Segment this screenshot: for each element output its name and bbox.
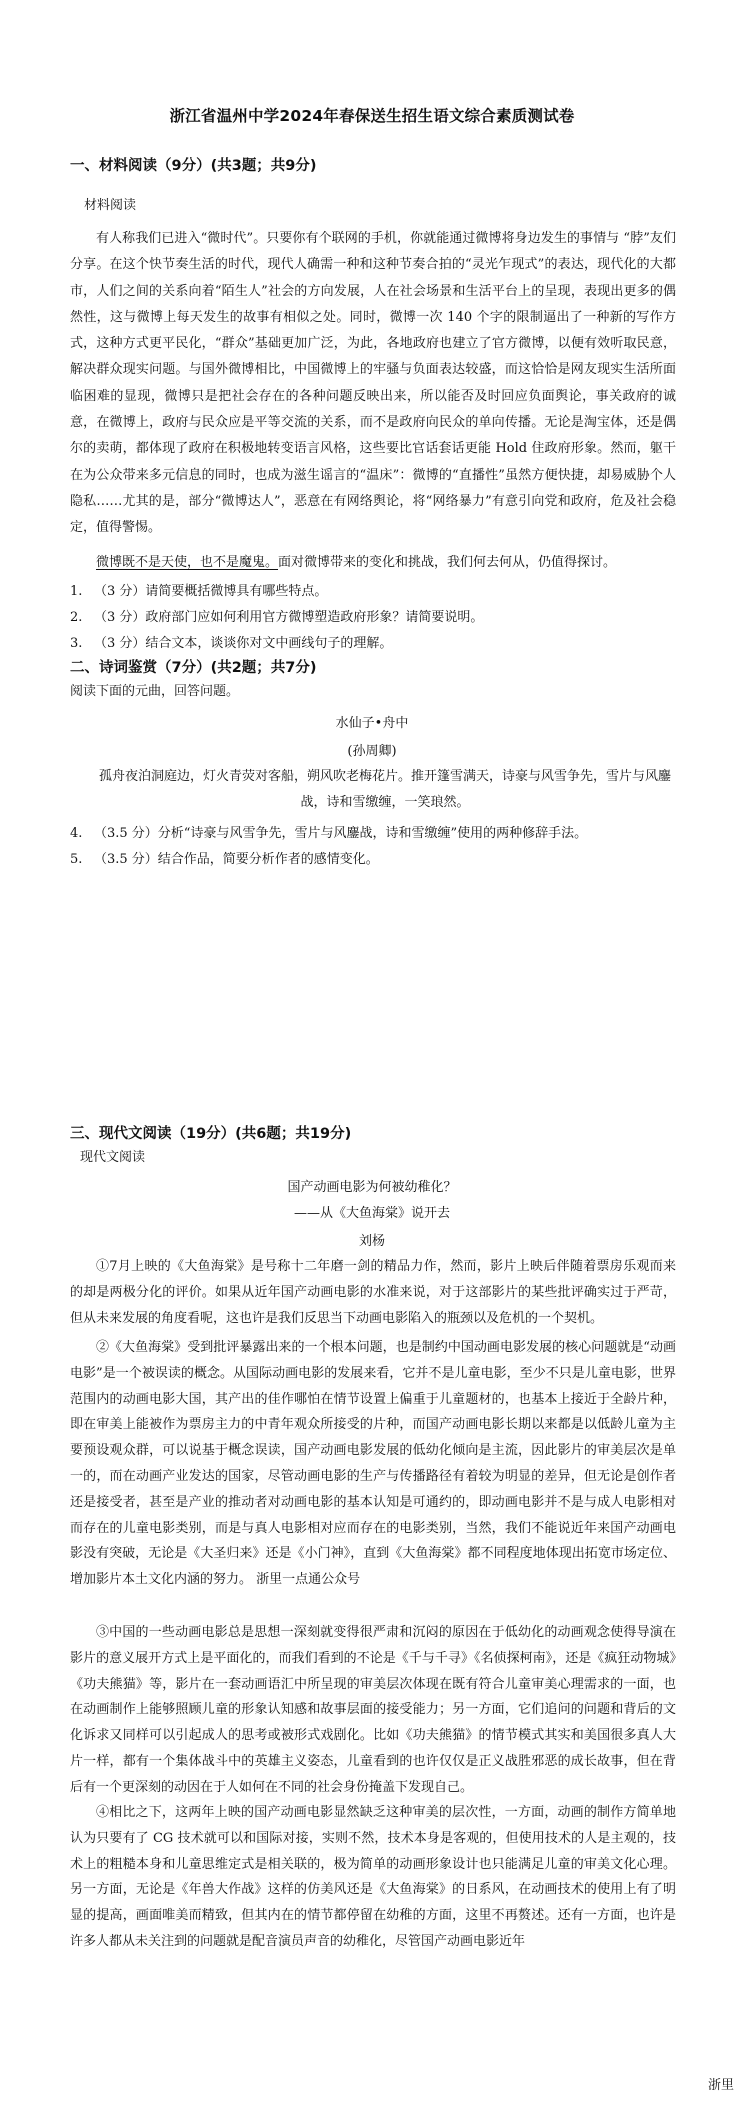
section-1-sublabel: 材料阅读 — [84, 198, 137, 213]
article-paragraph-2: ②《大鱼海棠》受到批评暴露出来的一个根本问题，也是制约中国动画电影发展的核心问题就是“动画电影”是一个被误读的概念。从国际动画电影的发展来看，它并不是儿童电影，至少不只是儿童电影，世界范围内的动画电影大国，其产出的佳作哪怕在情节设置上偏重于儿童题材的，也基本上接近于全龄片种，即在审美上能被作为票房主力的中青年观众所接受的片种，而国产动画电影长期以来都是以低龄儿童为主要预设观众群，可以说基于概念误读，国产动画电影发展的低幼化倾向是主流，因此影片的审美层次是单一的，而在动画产业发达的国家，尽管动画电影的生产与传播路径有着较为明显的差异，但无论是创作者还是接受者，甚至是产业的推动者对动画电影的基本认知是可通约的，即动画电影并不是与成人电影相对而存在的儿童电影类别，而是与真人电影相对应而存在的电影类别，当然，我们不能说近年来国产动画电影没有突破，无论是《大圣归来》还是《小门神》，直到《大鱼海棠》都不同程度地体现出拓宽市场定位、增加影片本土文化内涵的努力。 浙里一点通公众号 — [70, 1340, 676, 1588]
question-number: 5. — [70, 852, 83, 867]
question-number: 4. — [70, 826, 83, 841]
question-number: 3. — [70, 636, 83, 651]
question-1 — [70, 580, 327, 599]
section-1-paragraph — [70, 226, 676, 542]
question-2 — [70, 606, 483, 625]
poem-title: 水仙子•舟中 — [335, 716, 409, 731]
question-4 — [70, 822, 587, 841]
document-title: 浙江省温州中学2024年春保送生招生语文综合素质测试卷 — [169, 107, 575, 125]
question-text: （3.5 分）分析“诗豪与风雪争先，雪片与风鏖战，诗和雪缴缠”使用的两种修辞手法。 — [94, 826, 588, 841]
corner-watermark-text: 浙里 — [707, 2078, 734, 2093]
section-1-paragraph-2-rest: 面对微博带来的变化和挑战，我们何去何从，仍值得探讨。 — [278, 555, 617, 570]
section-3-heading: 三、现代文阅读（19分）(共6题；共19分) — [70, 1126, 352, 1142]
question-text: （3.5 分）结合作品，简要分析作者的感情变化。 — [94, 852, 379, 867]
question-3 — [70, 632, 392, 651]
article-title: 国产动画电影为何被幼稚化？ — [287, 1180, 457, 1195]
section-2-heading: 二、诗词鉴赏（7分）(共2题；共7分) — [70, 660, 317, 676]
section-1-paragraph-2 — [70, 550, 676, 576]
section-3-sublabel: 现代文阅读 — [80, 1150, 146, 1165]
article-paragraph-4: ④相比之下，这两年上映的国产动画电影显然缺乏这种审美的层次性，一方面，动画的制作方简单地认为只要有了 CG 技术就可以和国际对接，实则不然，技术本身是客观的，但使用技术的人是主观的，技术上的粗糙本身和儿童思维定式是相关联的，极为简单的动画形象设计也只能满足儿童的审美文化心理。另一方面，无论是《年兽大作战》这样的仿美风还是《大鱼海棠》的日系风，在动画技术的使用上有了明显的提高，画面唯美而精致，但其内在的情节都停留在幼稚的方面，这里不再赘述。还有一方面，也许是许多人都从未关注到的问题就是配音演员声音的幼稚化，尽管国产动画电影近年 — [70, 1805, 676, 1949]
article-paragraph-3: ③中国的一些动画电影总是思想一深刻就变得很严肃和沉闷的原因在于低幼化的动画观念使得导演在影片的意义展开方式上是平面化的，而我们看到的不论是《千与千寻》《名侦探柯南》，还是《疯狂动物城》《功夫熊猫》等，影片在一套动画语汇中所呈现的审美层次体现在既有符合儿童审美心理需求的一面，也在动画制作上能够照顾儿童的形象认知感和故事层面的接受能力；另一方面，它们追问的问题和背后的文化诉求又同样可以引起成人的思考或被形式戏剧化。比如《功夫熊猫》的情节模式其实和美国很多真人大片一样，都有一个集体战斗中的英雄主义姿态，儿童看到的也许仅仅是正义战胜邪恶的成长故事，但在背后有一个更深刻的动因在于人如何在不同的社会身份掩盖下发现自己。 — [70, 1625, 676, 1795]
article-author: 刘杨 — [358, 1234, 385, 1249]
question-number: 2. — [70, 610, 83, 625]
section-2-intro: 阅读下面的元曲，回答问题。 — [70, 684, 240, 699]
poem-author: (孙周卿) — [347, 744, 397, 759]
question-text: （3 分）政府部门应如何利用官方微博塑造政府形象？请简要说明。 — [94, 610, 484, 625]
question-5 — [70, 848, 379, 867]
article-paragraph-1: ①7月上映的《大鱼海棠》是号称十二年磨一剑的精品力作，然而，影片上映后伴随着票房乐观而来的却是两极分化的评价。如果从近年国产动画电影的水准来说，对于这部影片的某些批评确实过于严苛，但从未来发展的角度看呢，这也许是我们反思当下动画电影陷入的瓶颈以及危机的一个契机。 — [70, 1259, 676, 1326]
question-number: 1. — [70, 584, 83, 599]
underlined-sentence: 微博既不是天使，也不是魔鬼。 — [96, 555, 279, 570]
article-subtitle: ——从《大鱼海棠》说开去 — [293, 1206, 450, 1221]
question-text: （3 分）结合文本，谈谈你对文中画线句子的理解。 — [94, 636, 393, 651]
section-1-heading: 一、材料阅读（9分）(共3题；共9分) — [70, 158, 317, 174]
section-1-paragraph-text: 有人称我们已进入“微时代”。只要你有个联网的手机，你就能通过微博将身边发生的事情与 “脖”友们分享。在这个快节奏生活的时代，现代人确需一种和这种节奏合拍的“灵光乍现式”的表达，现代化的大都市，人们之间的关系向着“陌生人”社会的方向发展，人在社会场景和生活平台上的呈现，表现出更多的偶然性，这与微博上每天发生的故事有相似之处。同时，微博一次 140 个字的限制逼出了一种新的写作方式，这种方式更平民化，“群众”基础更加广泛，为此，各地政府也建立了官方微博，以便有效听取民意，解决群众现实问题。与国外微博相比，中国微博上的牢骚与负面表达较盛，而这恰恰是网友现实生活所面临困难的显现，微博只是把社会存在的各种问题反映出来，所以能否及时回应负面舆论，事关政府的诚意，在微博上，政府与民众应是平等交流的关系，而不是政府向民众的单向传播。无论是淘宝体，还是偶尔的卖萌，都体现了政府在积极地转变语言风格，这些要比官话套话更能 Hold 住政府形象。然而，躯干在为公众带来多元信息的同时，也成为滋生谣言的“温床”：微博的“直播性”虽然方便快捷，却易威胁个人隐私……尤其的是，部分“微博达人”，恶意在有网络舆论，将“网络暴力”有意引向党和政府，危及社会稳定，值得警惕。 — [70, 231, 676, 536]
question-text: （3 分）请简要概括微博具有哪些特点。 — [94, 584, 328, 599]
poem-text: 孤舟夜泊洞庭边，灯火青荧对客船，朔风吹老梅花片。推开篷雪满天，诗豪与风雪争先，雪片与风鏖战，诗和雪缴缠，一笑琅然。 — [98, 769, 671, 810]
